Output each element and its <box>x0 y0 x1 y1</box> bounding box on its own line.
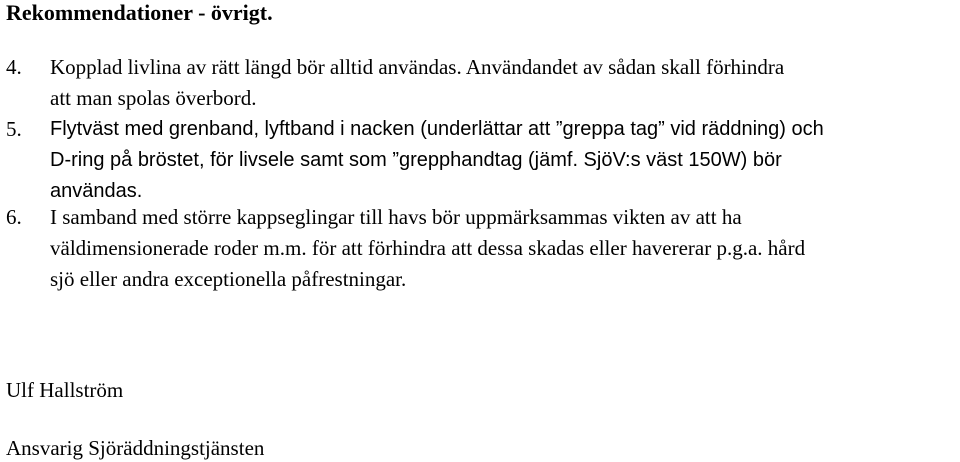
signature-title: Ansvarig Sjöräddningstjänsten <box>6 436 265 460</box>
item-number: 6. <box>6 205 22 229</box>
recommendation-item-6 <box>6 202 956 295</box>
recommendation-item-5 <box>6 114 956 207</box>
item-text-line: användas. <box>50 180 143 202</box>
item-text-line: Flytväst med grenband, lyftband i nacken (underlättar att ”greppa tag” vid räddning) och <box>50 118 824 140</box>
item-text-line: I samband med större kappseglingar till havs bör uppmärksammas vikten av att ha <box>50 205 742 229</box>
item-text-line: Kopplad livlina av rätt längd bör alltid användas. Användandet av sådan skall förhindra <box>50 55 785 79</box>
item-text-line: sjö eller andra exceptionella påfrestningar. <box>50 267 407 291</box>
section-heading: Rekommendationer - övrigt. <box>6 0 273 25</box>
signature-name: Ulf Hallström <box>6 378 124 402</box>
item-text-line: D-ring på bröstet, för livsele samt som ”grepphandtag (jämf. SjöV:s väst 150W) bör <box>50 149 782 171</box>
recommendation-item-4 <box>6 52 956 114</box>
item-text-line: att man spolas överbord. <box>50 86 257 110</box>
item-number: 4. <box>6 55 22 79</box>
item-number: 5. <box>6 117 22 141</box>
item-text-line: väldimensionerade roder m.m. för att förhindra att dessa skadas eller havererar p.g.a. hård <box>50 236 806 260</box>
